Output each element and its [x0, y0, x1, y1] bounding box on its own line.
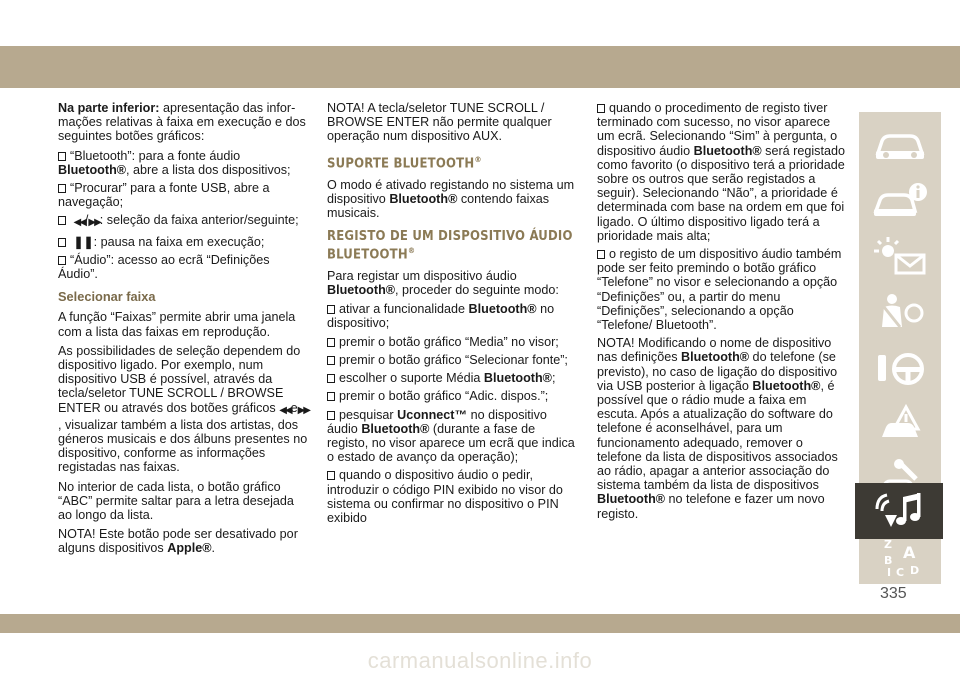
text: “Áudio”: acesso ao ecrã “Definições Áudio”. [58, 252, 270, 282]
checkbox-bullet-icon [327, 356, 335, 365]
text: ; [551, 371, 556, 386]
column-1 [58, 101, 310, 561]
fast-forward-icon: ▶▶ [88, 217, 100, 229]
subheading: Selecionar faixa [58, 289, 156, 305]
text: premir o botão gráfico “Media” no visor; [339, 334, 559, 349]
sidebar-tab-car[interactable] [859, 117, 941, 173]
text: apresentação das informações relativas à faixa em execução e dos seguintes botões gráficos: [58, 101, 306, 144]
heading-text: REGISTO DE UM DISPOSITIVO ÁUDIO BLUETOOTH [327, 228, 573, 262]
checkbox-bullet-icon [327, 374, 335, 383]
text: / [84, 213, 89, 228]
bold-text: Bluetooth® [389, 192, 458, 207]
text: . [211, 541, 215, 556]
text: escolher o suporte Média [339, 371, 484, 386]
text: , visualizar também a lista dos artistas, dos géneros musicais e dos álbuns presentes no dispositivo, conforme as informações registadas nas faixas. [58, 417, 308, 475]
text: NOTA! Este botão pode ser desativado por alguns dispositivos [58, 527, 298, 556]
steering-wheel-icon [870, 347, 930, 391]
bold-text: Bluetooth® [483, 371, 552, 386]
paragraph: NOTA! A tecla/seletor TUNE SCROLL / BROWSE ENTER não permite qualquer operação num dispositivo AUX. [327, 101, 552, 144]
page-number: 335 [880, 585, 907, 602]
bold-text: Bluetooth® [58, 162, 127, 177]
paragraph [58, 344, 310, 475]
checkbox-bullet-icon [327, 392, 335, 401]
text: As possibilidades de seleção dependem do dispositivo ligado. Por exemplo, num dispositivo USB é possível, através da tecla/seletor TUNE SCROLL / BROWSE ENTER ou através dos botões gráficos [58, 343, 301, 415]
column-2 [327, 101, 579, 529]
text: “Bluetooth”: para a fonte áudio [70, 148, 241, 163]
index-letter: Z [884, 538, 892, 551]
bullet-item [58, 213, 310, 230]
heading-text: SUPORTE BLUETOOTH [327, 155, 475, 171]
text: premir o botão gráfico “Selecionar fonte”; [339, 352, 568, 367]
seatbelt-airbag-icon [870, 291, 930, 335]
checkbox-bullet-icon [58, 238, 66, 247]
index-letter: C [896, 566, 905, 579]
car-icon [870, 125, 930, 165]
text: : pausa na faixa em execução; [93, 234, 265, 249]
bullet-item [327, 353, 579, 367]
paragraph [327, 269, 579, 297]
bullet-item [58, 149, 310, 177]
bullet-item [327, 335, 579, 349]
paragraph [597, 336, 849, 521]
text: no dispositivo áudio [327, 407, 547, 436]
alphabetical-index-icon [870, 532, 930, 580]
checkbox-bullet-icon [327, 411, 335, 420]
text: “Procurar” para a fonte USB, abre a navegação; [58, 181, 270, 210]
sidebar-tab-safety[interactable] [859, 285, 941, 341]
bullet-item [327, 468, 579, 525]
bullet-item [597, 247, 849, 332]
bullet-item [58, 181, 310, 209]
superscript: ® [407, 245, 416, 255]
bold-label: Na parte inferior: [58, 101, 160, 115]
index-letter: A [903, 543, 916, 562]
text: do telefone (se previsto), no caso de ligação do dispositivo via USB posterior à ligação [597, 350, 838, 393]
bold-text: Bluetooth® [361, 421, 430, 436]
emergency-warning-icon [870, 403, 930, 447]
bottom-band [0, 614, 960, 633]
index-letter: I [887, 566, 892, 579]
bullet-item [58, 253, 310, 281]
text: Para registar um dispositivo áudio [327, 268, 517, 283]
text: NOTA! Modificando o nome de dispositivo nas definições [597, 336, 832, 365]
text: será registado como favorito (o dispositivo terá a prioridade sobre os outros que serão registados a seguir). Selecionando “Não”, a prioridade é determinada com base na ordem em que foi ligado. O último dispositivo ligado terá a prioridade mais alta; [597, 143, 845, 243]
text: quando o dispositivo áudio o pedir, introduzir o código PIN exibido no visor do sistema ou confirmar no dispositivo o PIN exibido [327, 468, 563, 525]
sidebar-tab-start-drive[interactable] [859, 341, 941, 397]
text: no dispositivo; [327, 302, 555, 331]
column-3 [597, 101, 849, 526]
bullet-item [327, 371, 579, 385]
text: e [290, 400, 298, 415]
checkbox-bullet-icon [58, 152, 66, 161]
paragraph [58, 527, 310, 555]
warning-light-message-icon [870, 235, 930, 279]
sidebar-tab-index[interactable] [859, 528, 941, 584]
checkbox-bullet-icon [597, 250, 605, 259]
text: , proceder do seguinte modo: [395, 283, 559, 298]
superscript: ® [474, 154, 482, 164]
checkbox-bullet-icon [327, 305, 335, 314]
paragraph [327, 178, 579, 221]
sidebar-tab-car-info[interactable] [859, 173, 941, 229]
rewind-icon: ◀◀ [73, 217, 85, 229]
bullet-item [327, 389, 579, 403]
pause-icon: ❚❚ [73, 234, 94, 249]
car-info-icon [870, 181, 930, 221]
checkbox-bullet-icon [58, 256, 66, 265]
text: o registo de um dispositivo áudio também pode ser feito premindo o botão gráfico “Telefone” no visor e selecionando a opção “Definições” ou, a partir do menu “Definições”, selecionando a opção “Telefone/ Bluetooth”. [597, 247, 842, 333]
bullet-item [597, 101, 849, 243]
section-heading [327, 153, 579, 171]
paragraph [58, 101, 310, 144]
bold-text: Bluetooth® [327, 283, 396, 298]
rewind-icon: ◀◀ [279, 404, 291, 416]
bold-text: Bluetooth® [681, 350, 750, 365]
section-heading [327, 230, 579, 262]
text: , abre a lista dos dispositivos; [126, 162, 291, 177]
text: pesquisar [339, 407, 398, 422]
bold-text: Bluetooth® [597, 492, 666, 507]
text: contendo faixas musicais. [327, 192, 550, 221]
bold-text: Bluetooth® [468, 302, 537, 317]
bold-text: Apple® [167, 541, 212, 556]
watermark: carmanualsonline.info [367, 648, 593, 673]
paragraph: A função “Faixas” permite abrir uma janela com a lista das faixas em reprodução. [58, 310, 296, 339]
bullet-item [327, 302, 579, 330]
text: premir o botão gráfico “Adic. dispos.”; [339, 389, 549, 404]
checkbox-bullet-icon [58, 216, 66, 225]
checkbox-bullet-icon [597, 104, 605, 113]
sidebar-tab-emergency[interactable] [859, 397, 941, 453]
sidebar-tab-lights-messages[interactable] [859, 229, 941, 285]
bullet-item [58, 235, 310, 249]
text: no telefone e fazer um novo registo. [597, 492, 825, 521]
bold-text: Uconnect™ [397, 407, 468, 422]
bold-text: Bluetooth® [752, 378, 821, 393]
text: , é possível que o rádio mude a faixa em escuta. Após a atualização do software do telefone é aconselhável, para um funcionamento adequado, remover o telefone da lista de dispositivos associados ao rádio, apagar a anterior associação do sistema também da lista de dispositivos [597, 378, 838, 493]
bold-text: Bluetooth® [693, 143, 762, 158]
text: : seleção da faixa anterior/seguinte; [99, 213, 299, 228]
checkbox-bullet-icon [327, 471, 335, 480]
paragraph: No interior de cada lista, o botão gráfico “ABC” permite saltar para a letra desejada ao longo da lista. [58, 479, 294, 523]
fast-forward-icon: ▶▶ [297, 404, 309, 416]
checkbox-bullet-icon [58, 184, 66, 193]
bullet-item [327, 408, 579, 465]
index-letter: B [884, 554, 893, 567]
text: O modo é ativado registando no sistema um dispositivo [327, 177, 575, 207]
text: ativar a funcionalidade [339, 302, 469, 317]
top-band [0, 46, 960, 88]
text: (durante a fase de registo, no visor aparece um ecrã que indica o estado de avanço da operação); [327, 421, 575, 465]
checkbox-bullet-icon [327, 338, 335, 347]
index-letter: D [910, 564, 920, 577]
text: quando o procedimento de registo tiver terminado com sucesso, no visor aparece um ecrã. Selecionando “Sim” à pergunta, o dispositivo áudio [597, 101, 838, 158]
